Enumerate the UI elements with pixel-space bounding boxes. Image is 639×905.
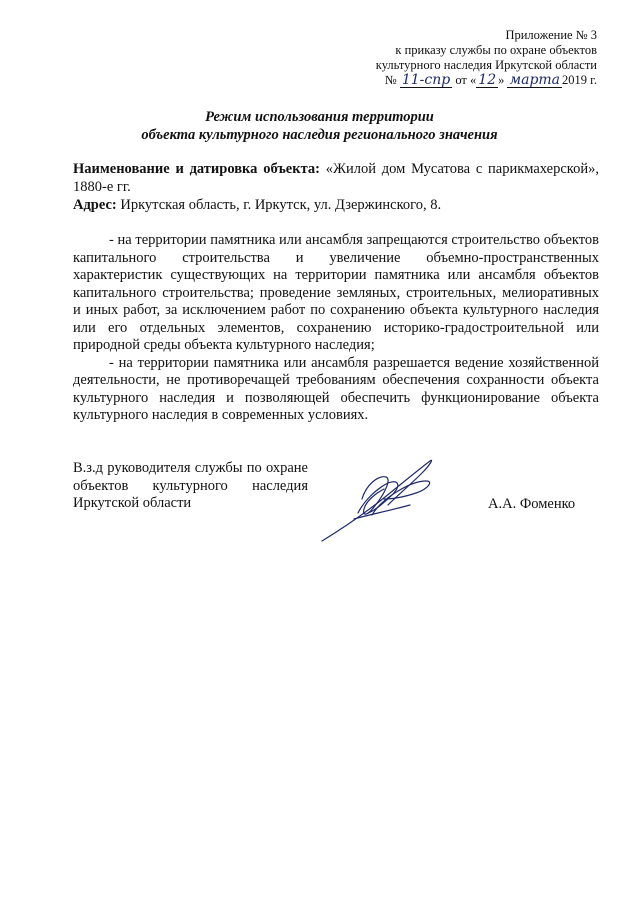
order-number-sign: № — [384, 73, 397, 87]
order-year: 2019 г. — [562, 73, 597, 87]
order-month-field — [507, 74, 562, 88]
object-address-value: Иркутская область, г. Иркутск, ул. Дзержинского, 8. — [120, 197, 442, 213]
appendix-authority: культурного наследия Иркутской области — [375, 58, 597, 72]
title-line-1: Режим использования территории — [205, 109, 434, 125]
order-number-handwritten: 11-спр — [401, 72, 451, 88]
order-number-field — [400, 74, 452, 88]
order-from-label: от « — [455, 73, 477, 87]
signatory-position: В.з.д руководителя службы по охране объектов культурного наследия Иркутской области — [73, 460, 308, 511]
appendix-header — [376, 28, 597, 88]
signatory-name: А.А. Фоменко — [488, 496, 576, 512]
order-day-handwritten: 12 — [478, 72, 497, 88]
permissions-paragraph: - на территории памятника или ансамбля разрешается ведение хозяйственной деятельности, не противоречащей требованиям обеспечения сохранности объекта культурного наследия и позволяющей обеспечить функционирование объекта культурного наследия в современных условиях. — [73, 354, 599, 423]
regime-text — [73, 232, 599, 425]
order-day-close-quote: » — [498, 73, 505, 87]
object-address — [73, 196, 599, 214]
order-day-field — [476, 74, 498, 88]
object-address-label: Адрес: — [73, 197, 117, 213]
appendix-number: Приложение № 3 — [505, 28, 597, 42]
document-title — [0, 108, 639, 144]
handwritten-signature — [318, 455, 448, 545]
order-month-handwritten: марта — [509, 72, 561, 88]
object-info — [73, 160, 599, 214]
object-name-value: «Жилой дом Мусатова с парикмахерской», 1880-е гг. — [73, 161, 600, 195]
object-name — [73, 160, 599, 196]
title-line-2: объекта культурного наследия регионального значения — [141, 127, 498, 143]
appendix-order-reference: к приказу службы по охране объектов — [395, 43, 597, 57]
object-name-label: Наименование и датировка объекта: — [73, 161, 320, 177]
prohibitions-paragraph: - на территории памятника или ансамбля запрещаются строительство объектов капитального строительства и увеличение объемно-пространственных характеристик существующих на территории памятника или ансамбля объектов капитального строительства; проведение земляных, строительных, мелиоративных и иных работ, за исключением работ по сохранению объекта культурного наследия или его отдельных элементов, сохранению историко-градостроительной или природной среды объекта культурного наследия; — [73, 232, 599, 353]
order-number-line — [376, 73, 597, 88]
